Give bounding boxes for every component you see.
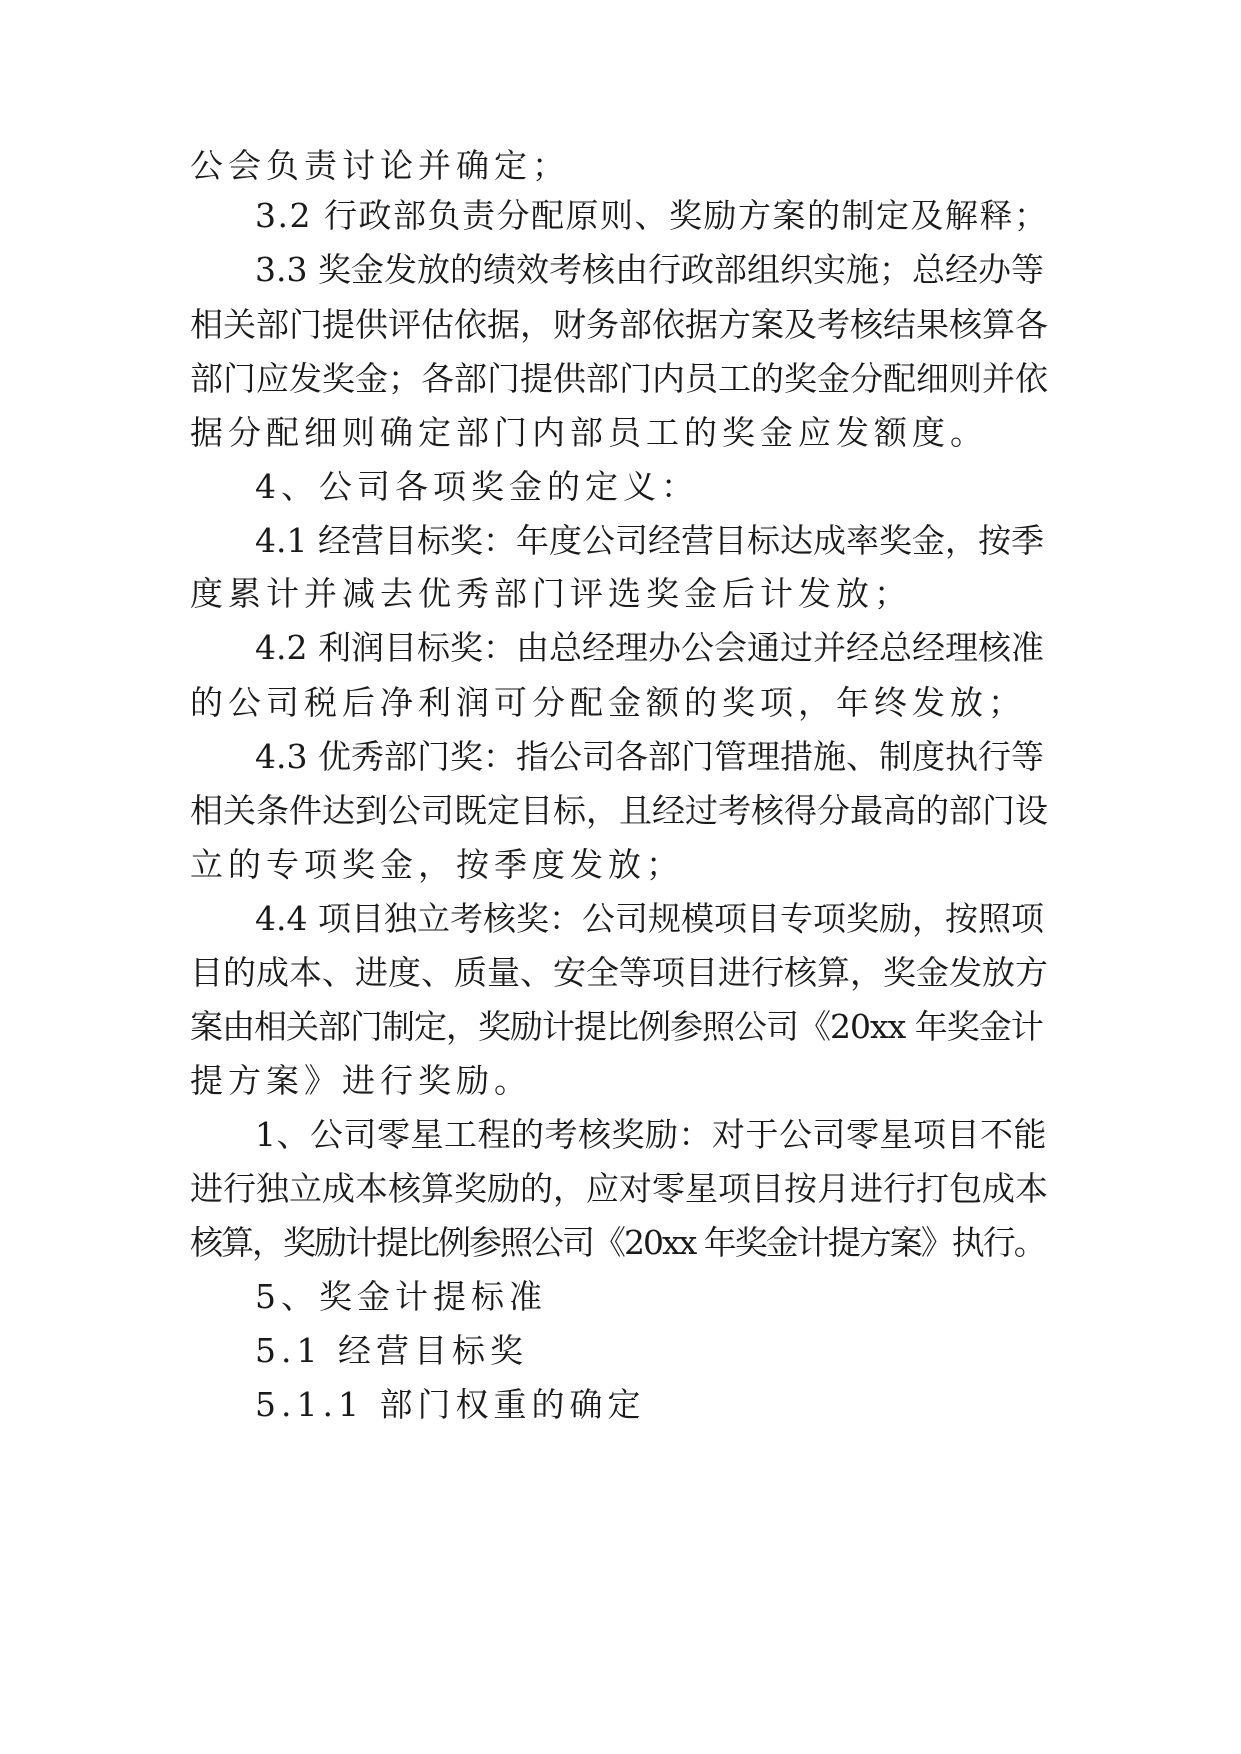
text-line: 据分配细则确定部门内部员工的奖金应发额度。 — [190, 413, 988, 452]
text-line: 4.2 利润目标奖：由总经理办公会通过并经总经理核准 — [255, 628, 1044, 667]
text-line: 相关部门提供评估依据，财务部依据方案及考核结果核算各 — [190, 305, 1048, 344]
text-line: 5.1 经营目标奖 — [255, 1331, 528, 1370]
text-line: 进行独立成本核算奖励的，应对零星项目按月进行打包成本 — [190, 1169, 1048, 1208]
text-line: 4.3 优秀部门奖：指公司各部门管理措施、制度执行等 — [255, 737, 1044, 776]
text-line: 目的成本、进度、质量、安全等项目进行核算，奖金发放方 — [190, 953, 1048, 992]
text-line: 提方案》进行奖励。 — [190, 1061, 532, 1100]
text-line: 度累计并减去优秀部门评选奖金后计发放； — [190, 574, 912, 613]
text-line: 4.4 项目独立考核奖：公司规模项目专项奖励，按照项 — [255, 899, 1044, 938]
text-line: 的公司税后净利润可分配金额的奖项，年终发放； — [190, 683, 1026, 722]
text-line: 核算，奖励计提比例参照公司《20xx 年奖金计提方案》执行。 — [190, 1223, 1045, 1262]
text-line: 5.1.1 部门权重的确定 — [255, 1385, 646, 1424]
text-line: 1、公司零星工程的考核奖励：对于公司零星项目不能 — [255, 1115, 1047, 1154]
text-line: 4、公司各项奖金的定义： — [255, 467, 699, 506]
text-line: 相关条件达到公司既定目标，且经过考核得分最高的部门设 — [190, 791, 1048, 830]
text-line: 立的专项奖金，按季度发放； — [190, 845, 684, 884]
text-line: 公会负责讨论并确定； — [190, 146, 570, 185]
text-line: 4.1 经营目标奖：年度公司经营目标达成率奖金，按季 — [255, 521, 1044, 560]
text-line: 5、奖金计提标准 — [255, 1277, 547, 1316]
text-line: 部门应发奖金；各部门提供部门内员工的奖金分配细则并依 — [190, 359, 1048, 398]
text-line: 3.2 行政部负责分配原则、奖励方案的制定及解释； — [255, 196, 1049, 235]
text-line: 3.3 奖金发放的绩效考核由行政部组织实施；总经办等 — [255, 250, 1044, 289]
text-line: 案由相关部门制定，奖励计提比例参照公司《20xx 年奖金计 — [190, 1007, 1043, 1046]
